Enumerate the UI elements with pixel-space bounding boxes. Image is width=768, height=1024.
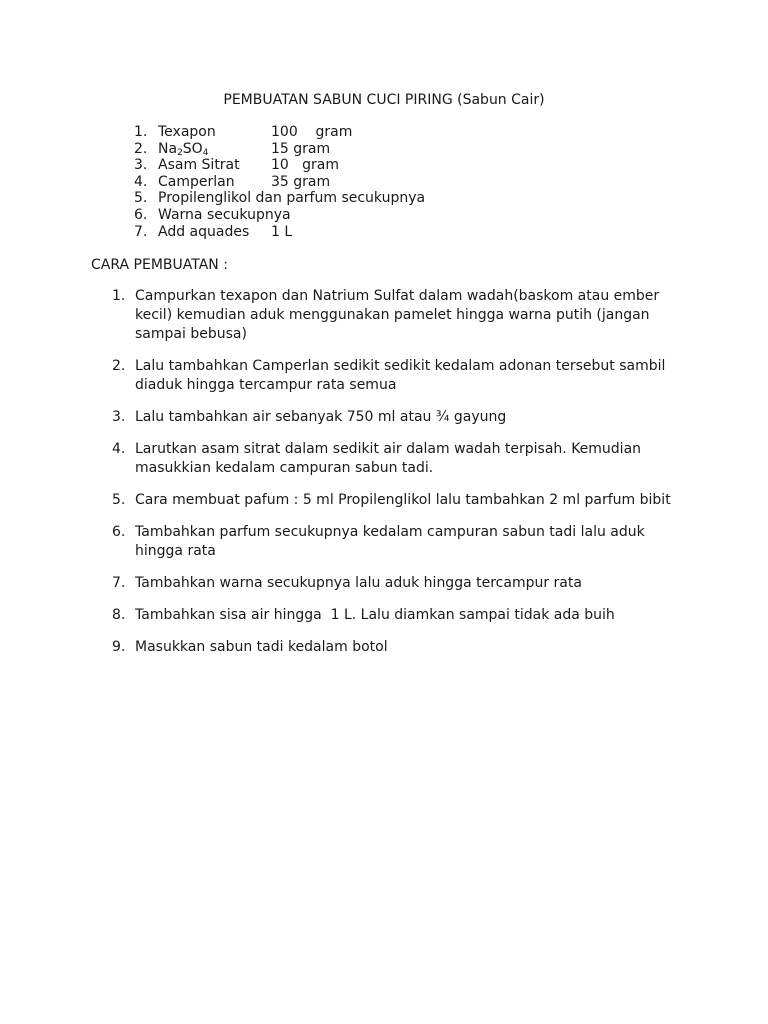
- ingredient-list: [134, 124, 425, 240]
- step-number: 4.: [112, 441, 126, 457]
- ingredient-quantity: 100 gram: [271, 124, 353, 140]
- ingredient-name: Asam Sitrat: [158, 157, 240, 174]
- ingredient-name: Add aquades: [158, 223, 250, 240]
- method-steps-list: [112, 287, 682, 670]
- method-step: [112, 638, 682, 657]
- ingredient-quantity: 1 L: [271, 223, 293, 240]
- step-number: 2.: [112, 358, 126, 374]
- step-number: 3.: [112, 409, 126, 425]
- ingredient-name: Propilenglikol dan parfum secukupnya: [158, 190, 426, 207]
- ingredient-number: 6.: [134, 206, 148, 223]
- step-text: Tambahkan warna secukupnya lalu aduk hingga tercampur rata: [135, 575, 582, 591]
- method-step: [112, 606, 682, 625]
- formula-subscript: 2: [177, 147, 183, 158]
- ingredient-quantity: 10 gram: [271, 157, 340, 174]
- method-step: [112, 440, 682, 478]
- ingredient-item: [134, 207, 425, 224]
- method-step: [112, 287, 682, 344]
- step-text: Larutkan asam sitrat dalam sedikit air dalam wadah terpisah. Kemudian masukkian kedalam campuran sabun tadi.: [135, 441, 642, 476]
- method-heading: CARA PEMBUATAN :: [91, 257, 228, 273]
- ingredient-number: 7.: [134, 223, 148, 240]
- ingredient-number: 1.: [134, 124, 148, 140]
- ingredient-item: [134, 224, 425, 241]
- method-step: [112, 408, 682, 427]
- ingredient-quantity: 15 gram: [271, 140, 331, 157]
- formula-part: SO: [182, 140, 203, 157]
- step-number: 9.: [112, 639, 126, 655]
- formula-part: Na: [158, 140, 178, 157]
- method-step: [112, 491, 682, 510]
- ingredient-name-formula: [158, 141, 271, 158]
- step-text: Lalu tambahkan Camperlan sedikit sedikit kedalam adonan tersebut sambil diaduk hingga tercampur rata semua: [135, 358, 666, 393]
- method-step: [112, 523, 682, 561]
- ingredient-number: 3.: [134, 157, 148, 174]
- step-text: Tambahkan parfum secukupnya kedalam campuran sabun tadi lalu aduk hingga rata: [135, 524, 645, 559]
- ingredient-item: [134, 157, 425, 174]
- ingredient-name: Camperlan: [158, 173, 235, 190]
- step-text: Masukkan sabun tadi kedalam botol: [135, 639, 388, 655]
- method-step: [112, 357, 682, 395]
- step-number: 5.: [112, 492, 126, 508]
- ingredient-name: Texapon: [158, 124, 216, 140]
- step-number: 1.: [112, 288, 126, 304]
- ingredient-item: [134, 141, 425, 158]
- step-number: 7.: [112, 575, 126, 591]
- formula-subscript: 4: [202, 147, 209, 158]
- step-text: Tambahkan sisa air hingga 1 L. Lalu diamkan sampai tidak ada buih: [135, 607, 615, 623]
- ingredient-quantity: 35 gram: [271, 173, 331, 190]
- ingredient-number: 5.: [134, 190, 148, 207]
- step-text: Campurkan texapon dan Natrium Sulfat dalam wadah(baskom atau ember kecil) kemudian aduk menggunakan pamelet hingga warna putih (jangan sampai bebusa): [135, 288, 660, 342]
- ingredient-number: 2.: [134, 140, 148, 157]
- step-number: 6.: [112, 524, 126, 540]
- step-text: Lalu tambahkan air sebanyak 750 ml atau ¾ gayung: [135, 409, 507, 425]
- ingredient-number: 4.: [134, 173, 148, 190]
- step-text: Cara membuat pafum : 5 ml Propilenglikol lalu tambahkan 2 ml parfum bibit: [135, 492, 671, 508]
- ingredient-item: [134, 190, 425, 207]
- document-title: PEMBUATAN SABUN CUCI PIRING (Sabun Cair): [223, 92, 545, 108]
- step-number: 8.: [112, 607, 126, 623]
- method-step: [112, 574, 682, 593]
- ingredient-item: [134, 174, 425, 191]
- ingredient-name: Warna secukupnya: [158, 206, 291, 223]
- ingredient-item: [134, 124, 425, 141]
